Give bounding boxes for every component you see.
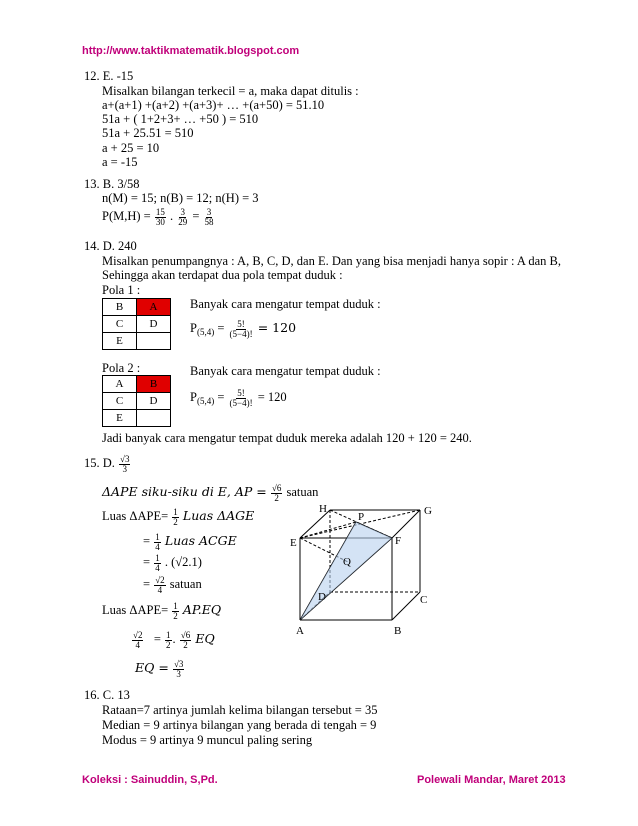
seat-grid-1: [102, 298, 171, 350]
frac-den: (5−4)!: [229, 328, 253, 339]
seat-cell-driver: A: [137, 299, 171, 316]
ap-eq: AP.EQ: [182, 602, 222, 617]
perm-p: P: [190, 390, 197, 404]
frac-num: √6: [271, 482, 282, 493]
q12-line: a+(a+1) +(a+2) +(a+3)+ … +(a+50) = 51.10: [102, 98, 325, 112]
eq-sign: =: [153, 632, 161, 646]
frac-num: √2: [155, 574, 165, 585]
frac-num: √6: [180, 629, 191, 640]
vertex-a: A: [296, 625, 304, 637]
half-frac: [172, 602, 179, 621]
frac-den: 2: [183, 639, 188, 650]
quarter-frac: [154, 554, 161, 573]
luas-age: Luas ΔAGE: [182, 508, 255, 523]
seat-cell: C: [103, 316, 137, 333]
footer-right: Polewali Mandar, Maret 2013: [417, 774, 566, 786]
q12-line: a + 25 = 10: [102, 141, 160, 155]
seat-cell: D: [137, 393, 171, 410]
vertex-g: G: [424, 505, 432, 517]
frac-den: 4: [157, 584, 163, 595]
vertex-d: D: [318, 591, 326, 603]
q12-line: Misalkan bilangan terkecil = a, maka dapat ditulis :: [102, 84, 359, 98]
q16-line: Median = 9 artinya bilangan yang berada di tengah = 9: [102, 718, 377, 732]
q15-step6: $\frac{√2}{4}$ = $\frac{1}{2}$ . $\frac{√6}{2}$ EQ: [133, 629, 215, 650]
frac-num: 1: [155, 531, 160, 542]
frac-num: 3: [206, 206, 212, 217]
cube-diagram: [286, 500, 446, 645]
pola2-label: Pola 2 :: [102, 361, 141, 375]
seat-cell: E: [103, 410, 137, 427]
frac-den: 2: [166, 639, 171, 650]
vertex-h: H: [319, 503, 327, 515]
half-frac: [165, 631, 172, 650]
frac-num: 3: [180, 206, 185, 217]
q15-head-row: [84, 452, 131, 474]
seat-cell: A: [103, 376, 137, 393]
q16-line: Rataan=7 artinya jumlah kelima bilangan tersebut = 35: [102, 703, 378, 717]
q15-luas2: [102, 599, 221, 621]
q12-line: 51a + ( 1+2+3+ … +50 ) = 510: [102, 112, 259, 126]
frac-num: 1: [166, 629, 171, 640]
q15-step3: [143, 551, 202, 573]
frac-den: 58: [204, 216, 214, 227]
quarter-frac: [154, 533, 161, 552]
vertex-c: C: [420, 594, 428, 606]
eq-answer-frac: [173, 660, 184, 679]
vertex-q: Q: [343, 556, 351, 568]
perm-result: = 120: [257, 320, 297, 335]
frac-den: 4: [155, 562, 160, 573]
frac-den: 3: [176, 668, 181, 679]
vertex-f: F: [395, 535, 402, 547]
frac-den: 4: [155, 541, 160, 552]
perm-frac: [229, 389, 254, 408]
perm-result: = 120: [257, 390, 287, 404]
q14-line: Sehingga akan terdapat dua pola tempat duduk :: [102, 268, 343, 282]
q15-step2: [143, 530, 237, 552]
q15-satuan: satuan: [286, 485, 319, 499]
root6-frac: [180, 631, 191, 650]
eq-sign: =: [143, 534, 151, 548]
seat-cell: D: [137, 316, 171, 333]
frac-num: 5!: [237, 318, 245, 329]
frac-den: 2: [173, 516, 178, 527]
half-frac: [172, 508, 179, 527]
frac-den: 29: [178, 216, 188, 227]
q15-ap-text: ΔAPE siku-siku di E, AP =: [102, 484, 267, 499]
q15-final: [135, 657, 185, 679]
q12-head: 12. E. -15: [84, 69, 134, 83]
frac-num: 15: [155, 206, 165, 217]
q12-line: 51a + 25.51 = 510: [102, 126, 194, 140]
header-url[interactable]: http://www.taktikmatematik.blogspot.com: [82, 45, 300, 57]
pola1-label: Pola 1 :: [102, 283, 141, 297]
frac-den: 2: [173, 610, 178, 621]
luas-label: Luas ΔAPE=: [102, 603, 169, 617]
seat-cell: [137, 410, 171, 427]
q14-line: Misalkan penumpangnya : A, B, C, D, dan E. Dan yang bisa menjadi hanya sopir : A dan B,: [102, 254, 561, 268]
q15-luas1: [102, 505, 254, 527]
perm-sub: (5,4): [196, 396, 215, 406]
edge-bc: [392, 592, 420, 620]
q13-frac-3: [204, 208, 215, 227]
edge-fg: [392, 510, 420, 538]
eq-sign: =: [143, 577, 151, 591]
q16-head: 16. C. 13: [84, 688, 130, 702]
cara-label: Banyak cara mengatur tempat duduk :: [190, 297, 381, 311]
perm-p: P: [190, 321, 197, 335]
frac-den: 30: [155, 216, 165, 227]
vertex-b: B: [394, 625, 402, 637]
q13-p-label: P(M,H) =: [102, 209, 151, 223]
frac-den: 3: [122, 463, 127, 474]
triangle-apf: [300, 522, 392, 620]
q13-line: n(M) = 15; n(B) = 12; n(H) = 3: [102, 191, 259, 205]
q13-frac-2: [177, 208, 188, 227]
seat-cell: E: [103, 333, 137, 350]
q15-step4: [143, 573, 202, 595]
cara-label: Banyak cara mengatur tempat duduk :: [190, 364, 381, 378]
footer-left: Koleksi : Sainuddin, S,Pd.: [82, 774, 218, 786]
q14-head: 14. D. 240: [84, 239, 137, 253]
q13-head: 13. B. 3/58: [84, 177, 140, 191]
eq-final: EQ =: [135, 660, 169, 675]
perm-frac: [229, 320, 254, 339]
satuan-label: satuan: [169, 577, 202, 591]
luas-label: Luas ΔAPE=: [102, 509, 169, 523]
sqrt-expr: . (√2.1): [164, 555, 202, 569]
frac-den: (5−4)!: [229, 397, 253, 408]
seat-grid-2: [102, 375, 171, 427]
frac-num: √2: [133, 629, 143, 640]
q15-answer-frac: [119, 455, 130, 474]
seat-cell-driver: B: [137, 376, 171, 393]
perm-2: $P_{(5,4)}$ = $\frac{5!}{(5-4)!}$ = 120: [190, 387, 287, 408]
vertex-e: E: [290, 537, 297, 549]
root2-frac: [132, 631, 143, 650]
q15-ap-frac: [271, 484, 282, 503]
q15-head: 15. D.: [84, 456, 115, 470]
frac-num: 1: [173, 506, 178, 517]
frac-den: 2: [274, 492, 279, 503]
frac-den: 4: [135, 639, 140, 650]
vertex-p: P: [358, 511, 365, 523]
perm-1: $P_{(5,4)}$ = $\frac{5!}{(5-4)!}$ = 120: [190, 318, 297, 339]
frac-num: 5!: [237, 387, 245, 398]
q12-line: a = -15: [102, 155, 138, 169]
frac-num: 1: [155, 552, 160, 563]
seat-cell: B: [103, 299, 137, 316]
perm-sub: (5,4): [196, 327, 215, 337]
q16-line: Modus = 9 artinya 9 muncul paling sering: [102, 733, 313, 747]
frac-num: √3: [173, 658, 184, 669]
frac-num: 1: [173, 600, 178, 611]
root2-frac: [154, 576, 165, 595]
eq-sign: =: [143, 555, 151, 569]
frac-num: √3: [120, 453, 130, 464]
q13-frac-1: [155, 208, 166, 227]
eq-label: EQ: [195, 631, 215, 646]
luas-acge: Luas ACGE: [164, 533, 237, 548]
q14-conclusion: Jadi banyak cara mengatur tempat duduk mereka adalah 120 + 120 = 240.: [102, 431, 472, 445]
seat-cell: C: [103, 393, 137, 410]
q13-prob: P(M,H) = $\frac{15}{30}$ . $\frac{3}{29}$ = $\frac{3}{58}$: [102, 206, 214, 227]
seat-cell: [137, 333, 171, 350]
